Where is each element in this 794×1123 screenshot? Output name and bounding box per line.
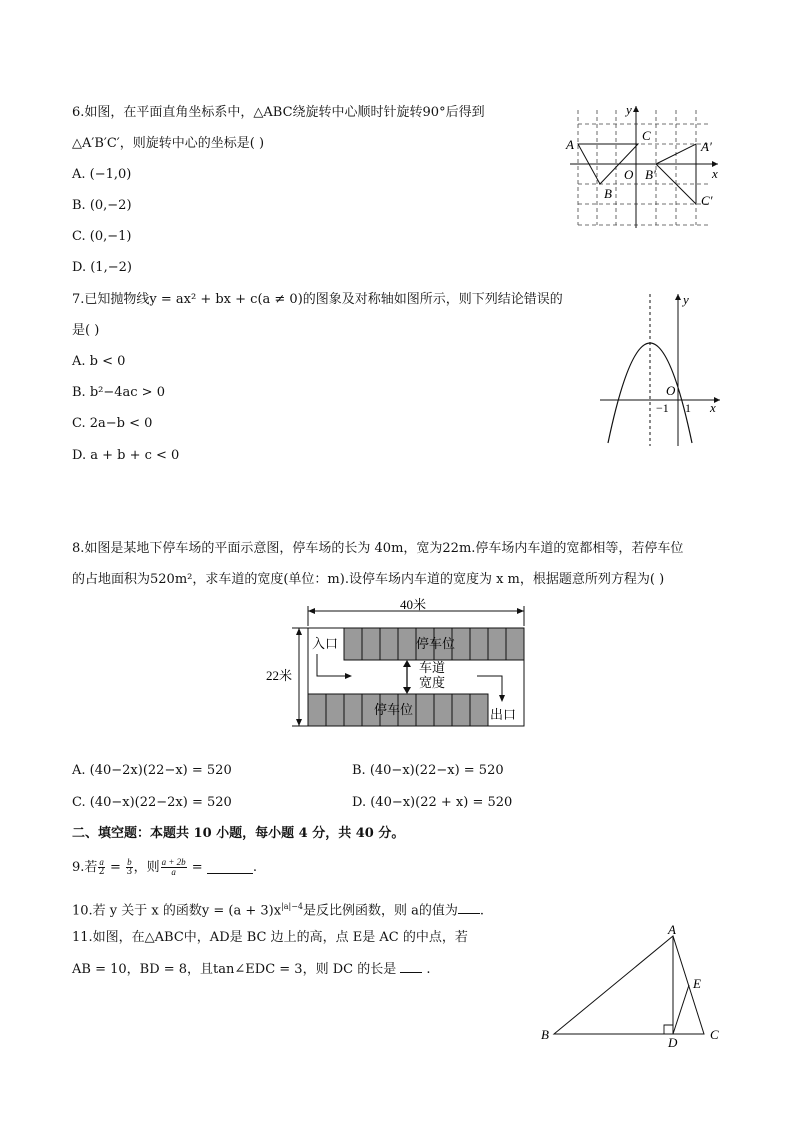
q7-stem-line1: 7.已知抛物线y = ax² + bx + c(a ≠ 0)的图象及对称轴如图所示，则下列结论错误的 [72, 292, 563, 307]
q6-label-c: C [642, 128, 651, 143]
q7-option-d: D. a + b + c < 0 [72, 448, 180, 463]
q7-label-minus1: −1 [656, 401, 669, 415]
q7-label-y: y [683, 292, 689, 307]
q7-option-c: C. 2a−b < 0 [72, 416, 153, 431]
q9-answer-blank[interactable] [207, 861, 253, 874]
q11-triangle-abc [554, 936, 704, 1034]
q11-stem-line1: 11.如图，在△ABC中，AD是 BC 边上的高，点 E是 AC 的中点，若 [72, 930, 468, 945]
q9-fraction-a-2: $\frac{a}{2}$ [98, 857, 105, 877]
q11-segment-de [673, 985, 689, 1034]
q6-option-a: A. (−1,0) [72, 167, 132, 182]
q11-label-d: D [668, 1035, 678, 1048]
q8-option-b: B. (40−x)(22−x) = 520 [352, 763, 504, 778]
q7-option-a: A. b < 0 [72, 354, 126, 369]
q7-label-1: 1 [685, 401, 691, 415]
q7-figure [596, 288, 726, 448]
q11-label-a: A [668, 922, 676, 937]
q6-label-o: O [624, 167, 634, 182]
q6-option-d: D. (1,−2) [72, 260, 132, 275]
q6-option-c: C. (0,−1) [72, 229, 132, 244]
q10-answer-blank[interactable] [458, 901, 480, 914]
q11-label-b: B [541, 1027, 549, 1042]
q8-parking-figure [262, 596, 532, 730]
q7-stem-line2: 是( ) [72, 323, 100, 338]
q8-stem-line1: 8.如图是某地下停车场的平面示意图，停车场的长为 40m，宽为22m.停车场内车道的宽都相等，若停车位 [72, 541, 684, 556]
section-heading: 二、填空题：本题共 10 小题，每小题 4 分，共 40 分。 [72, 826, 405, 841]
q8-option-a: A. (40−2x)(22−x) = 520 [72, 763, 232, 778]
q6-label-a2: A′ [701, 139, 712, 154]
q9-eq: = [105, 859, 126, 875]
q8-stem-line2: 的占地面积为520m²，求车道的宽度(单位：m).设停车场内车道的宽度为 x m，根据题意所列方程为( ) [72, 572, 665, 587]
q7-label-x: x [710, 400, 716, 415]
q6-label-b: B [604, 186, 612, 201]
q11-label-e: E [693, 976, 701, 991]
q8-length-label: 40米 [400, 597, 427, 612]
q6-label-y: y [626, 102, 632, 117]
q10-exponent: |a|−4 [281, 902, 303, 911]
q11-triangle-figure [536, 922, 726, 1048]
q8-lane-label-1: 车道 [419, 660, 446, 675]
q9-mid: ，则 [133, 859, 160, 875]
q6-label-c2: C′ [701, 193, 713, 208]
q8-option-c: C. (40−x)(22−2x) = 520 [72, 795, 232, 810]
q10-line: 10.若 y 关于 x 的函数$y = (a + 3)x^{|a|-4}$是反比例函数，则 a的值为 . [72, 902, 485, 919]
q8-lane-label-2: 宽度 [419, 675, 446, 690]
q8-option-d: D. (40−x)(22 + x) = 520 [352, 795, 513, 810]
q6-label-a: A [566, 137, 574, 152]
q8-width-label: 22米 [266, 668, 293, 683]
q7-label-o: O [666, 383, 676, 398]
q9-tail: = [187, 859, 207, 875]
q11-stem-line2: AB = 10，BD = 8，且tan∠EDC = 3，则 DC 的长是 . [72, 962, 431, 977]
q11-right-angle-mark [664, 1025, 673, 1034]
q10-text: 10.若 y 关于 x 的函数y = (a + 3)x [72, 903, 282, 919]
q9-fraction-expr: $\frac{a + 2b}{a}$ [161, 857, 186, 877]
q9-fraction-b-3: $\frac{b}{3}$ [126, 857, 133, 877]
q10-tail: 是反比例函数，则 a的值为 [303, 903, 458, 919]
q6-label-x: x [712, 166, 718, 181]
q6-stem-line1: 6.如图，在平面直角坐标系中，△ABC绕旋转中心顺时针旋转90°后得到 [72, 105, 485, 120]
q8-parking-label-top: 停车位 [416, 636, 456, 651]
q11-label-c: C [710, 1027, 719, 1042]
q6-stem-line2: △A′B′C′，则旋转中心的坐标是( ) [72, 136, 265, 151]
q9-line: 9.若 $\frac{a}{2}$ = $\frac{b}{3}$ ，则 $\frac{a + 2b}{a}$ = . [72, 857, 257, 877]
q6-option-b: B. (0,−2) [72, 198, 132, 213]
q6-label-b2: B′ [645, 167, 656, 182]
q7-option-b: B. b²−4ac > 0 [72, 385, 165, 400]
q11-answer-blank[interactable] [400, 960, 422, 973]
q8-parking-label-bottom: 停车位 [374, 702, 414, 717]
q8-entrance-label: 入口 [312, 636, 339, 651]
q9-prefix: 9.若 [72, 859, 98, 875]
q8-exit-label: 出口 [490, 707, 517, 722]
q6-figure [560, 100, 730, 230]
